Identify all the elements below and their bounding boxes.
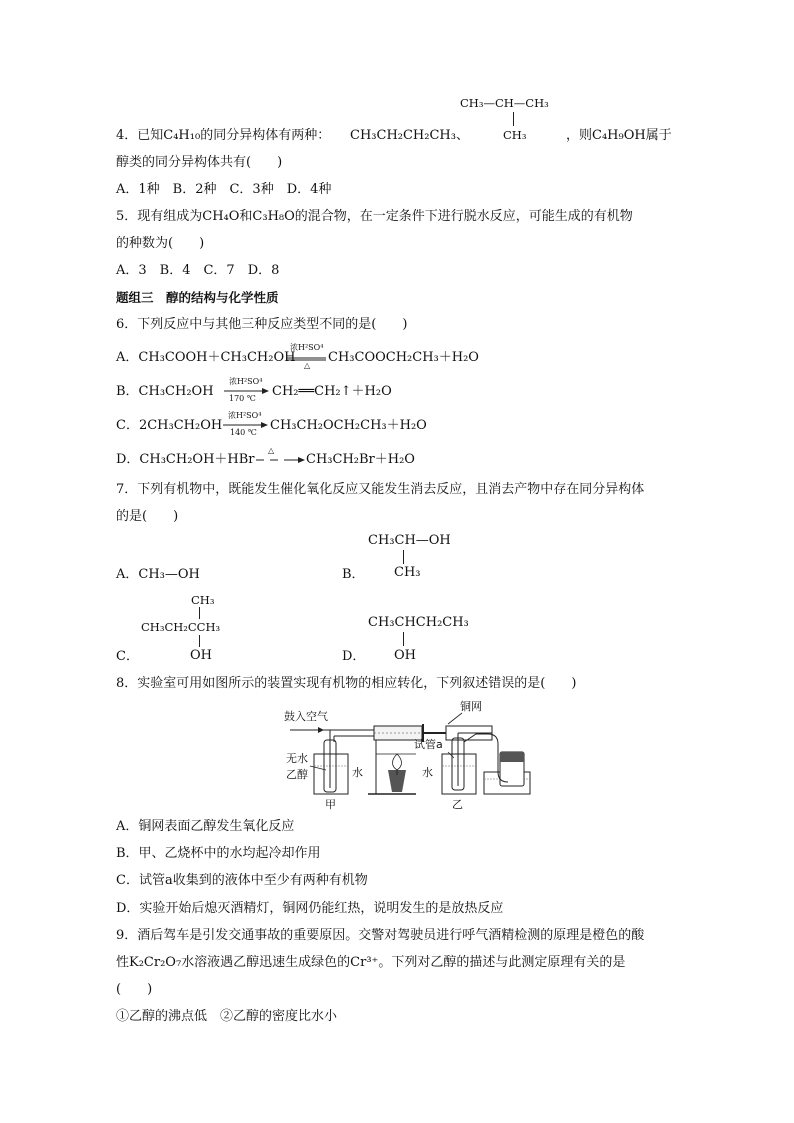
q5-options: A．3 B．4 C．7 D．8: [116, 263, 280, 278]
q5-stem-line2: 的种数为( ): [116, 236, 205, 251]
q4-isobutane-main: CH₃—CH—CH₃: [460, 96, 549, 110]
q6-option-d-heat: △: [268, 446, 275, 455]
q4-stem-part1: 4．已知C₄H₁₀的同分异构体有两种：: [116, 128, 331, 143]
q6-option-a-reactants: A．CH₃COOH＋CH₃CH₂OH: [116, 350, 296, 365]
q6-option-a-products: CH₃COOCH₂CH₃＋H₂O: [328, 350, 479, 365]
q7-stem-line1: 7．下列有机物中，既能发生催化氧化反应又能发生消去反应，且消去产物中存在同分异构体: [116, 482, 645, 497]
q8-option-d: D．实验开始后熄灭酒精灯，铜网仍能红热，说明发生的是放热反应: [116, 901, 504, 916]
q7-option-b-label: B．: [342, 567, 365, 582]
q7-option-d-bond: [403, 632, 404, 646]
q6-option-b-reactants: B．CH₃CH₂OH: [116, 384, 214, 399]
q7-option-c-top: CH₃: [191, 593, 215, 607]
label-yi: 乙: [452, 798, 463, 811]
q4-isobutane-branch: CH₃: [503, 128, 527, 142]
label-water-right: 水: [422, 766, 433, 779]
q7-option-c-label: C．: [116, 649, 139, 664]
q7-option-d-label: D．: [342, 649, 366, 664]
q4-stem-butane: CH₃CH₂CH₂CH₃、: [350, 128, 469, 143]
q4-options: A．1种 B．2种 C．3种 D．4种: [116, 182, 332, 197]
label-water-left: 水: [352, 766, 363, 779]
q6-option-d-arrow: [256, 456, 306, 464]
label-copper-mesh: 铜网: [460, 700, 482, 713]
water-trough: [484, 752, 530, 794]
q6-option-a-condition: 浓H²SO⁴: [290, 343, 324, 352]
q8-option-b: B．甲、乙烧杯中的水均起冷却作用: [116, 846, 321, 861]
q7-option-b-main: CH₃CH—OH: [368, 533, 451, 548]
beaker-yi: [442, 733, 498, 794]
q8-option-a: A．铜网表面乙醇发生氧化反应: [116, 819, 295, 834]
q7-option-b-branch: CH₃: [394, 565, 421, 580]
q6-option-c-reactants: C．2CH₃CH₂OH: [116, 418, 223, 433]
alcohol-lamp: [368, 740, 416, 794]
label-anhydrous: 无水: [286, 752, 308, 765]
q7-option-c-oh: OH: [190, 648, 212, 663]
q6-option-c-condition-bottom: 140 ℃: [230, 428, 257, 437]
q4-isobutane-bond: [513, 112, 514, 126]
q6-option-b-products: CH₂══CH₂↑＋H₂O: [272, 384, 392, 399]
q9-stem-line1: 9．酒后驾车是引发交通事故的重要原因。交警对驾驶员进行呼气酒精检测的原理是橙色的酸: [116, 928, 645, 943]
air-inlet-arrow: [290, 727, 324, 733]
q7-option-c-main: CH₃CH₂CCH₃: [141, 620, 221, 634]
q9-stem-line3: ( ): [116, 982, 153, 997]
q7-option-a: A．CH₃—OH: [116, 567, 200, 582]
q6-stem: 6．下列反应中与其他三种反应类型不同的是( ): [116, 317, 408, 332]
label-tube-a: 试管a: [414, 738, 443, 751]
q8-option-c: C．试管a收集到的液体中至少有两种有机物: [116, 873, 368, 888]
group3-title: 题组三 醇的结构与化学性质: [116, 290, 279, 305]
beaker-jia: [314, 730, 376, 794]
q6-option-d-products: CH₃CH₂Br＋H₂O: [306, 452, 415, 467]
q6-option-a-heat: △: [304, 361, 311, 370]
q4-stem-part2: ，则C₄H₉OH属于: [566, 128, 672, 143]
q4-stem-line2: 醇类的同分异构体共有( ): [116, 155, 283, 170]
label-air: 鼓入空气: [284, 710, 328, 723]
q7-option-d-oh: OH: [394, 648, 416, 663]
q7-stem-line2: 的是( ): [116, 509, 179, 524]
q6-option-d-reactants: D．CH₃CH₂OH＋HBr: [116, 452, 255, 467]
q8-apparatus-figure: [276, 700, 538, 812]
q8-stem: 8．实验室可用如图所示的装置实现有机物的相应转化，下列叙述错误的是( ): [116, 676, 577, 691]
q7-option-d-main: CH₃CHCH₂CH₃: [368, 615, 469, 630]
q9-statements: ①乙醇的沸点低 ②乙醇的密度比水小: [116, 1009, 338, 1024]
q7-option-c-bond-bottom: [199, 635, 200, 647]
label-ethanol: 乙醇: [286, 768, 308, 781]
q6-option-b-condition-top: 浓H²SO⁴: [229, 377, 263, 386]
q6-option-c-products: CH₃CH₂OCH₂CH₃＋H₂O: [270, 418, 427, 433]
q9-stem-line2: 性K₂Cr₂O₇水溶液遇乙醇迅速生成绿色的Cr³⁺。下列对乙醇的描述与此测定原理有关的是: [116, 955, 626, 970]
q6-option-c-condition-top: 浓H²SO⁴: [228, 411, 262, 420]
q5-stem-line1: 5．现有组成为CH₄O和C₃H₈O的混合物，在一定条件下进行脱水反应，可能生成的有机物: [116, 209, 633, 224]
label-jia: 甲: [325, 798, 336, 811]
q7-option-b-bond: [403, 550, 404, 564]
q6-option-b-condition-bottom: 170 ℃: [229, 394, 256, 403]
